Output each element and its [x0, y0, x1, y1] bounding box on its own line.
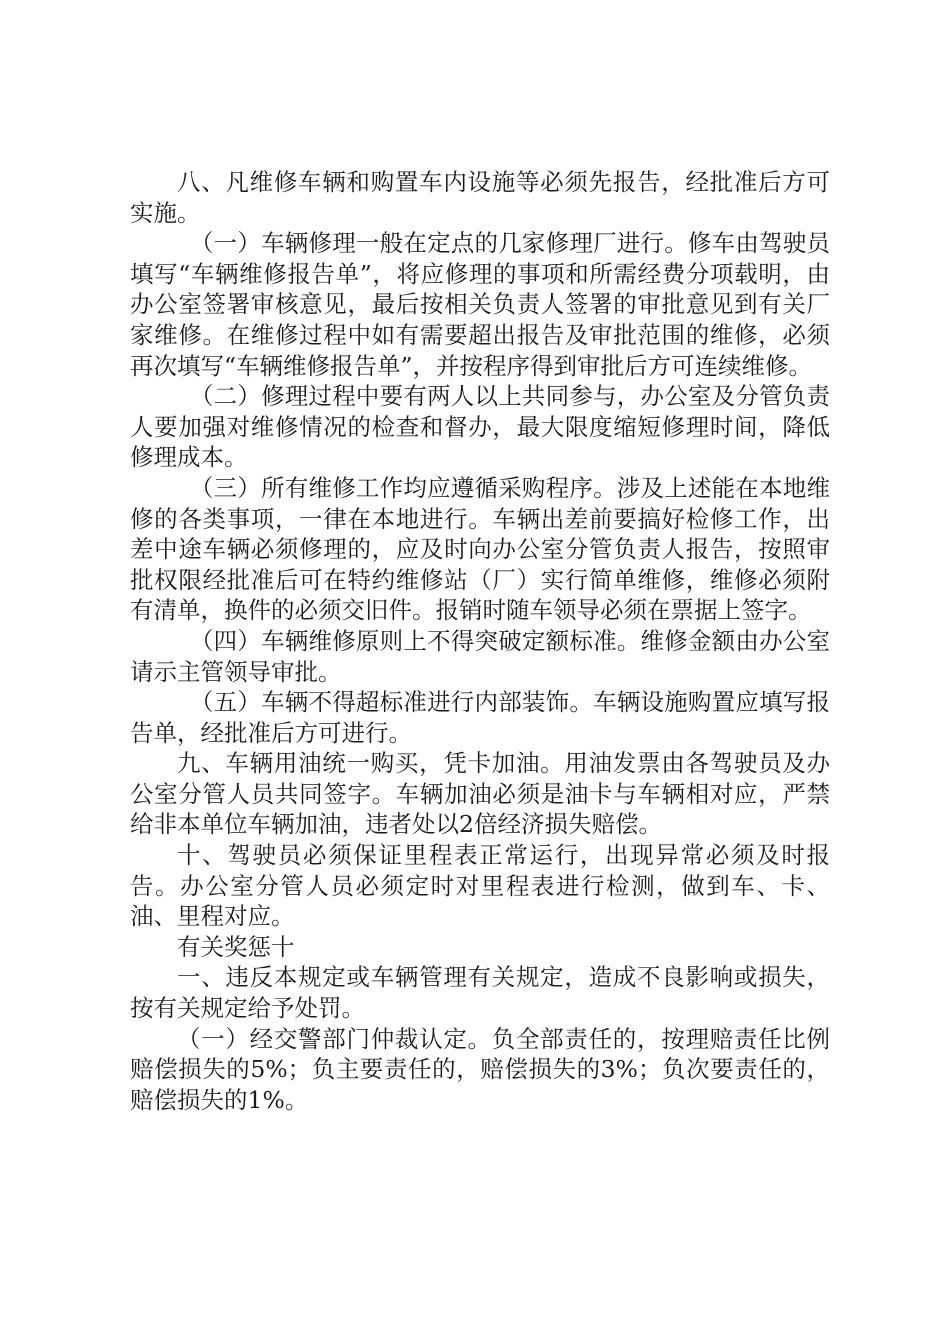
paragraph-9: 九、车辆用油统一购买，凭卡加油。用油发票由各驾驶员及办公室分管人员共同签字。车辆加油必须是油卡与车辆相对应，严禁给非本单位车辆加油，违者处以2倍经济损失赔偿。 [130, 749, 830, 839]
paragraph-8: 八、凡维修车辆和购置车内设施等必须先报告，经批准后方可实施。 [130, 168, 830, 227]
paragraph-10: 十、驾驶员必须保证里程表正常运行，出现异常必须及时报告。办公室分管人员必须定时对里程表进行检测，做到车、卡、油、里程对应。 [130, 841, 830, 931]
paragraph-penalty-1: 一、违反本规定或车辆管理有关规定，造成不良影响或损失，按有关规定给予处罚。 [130, 963, 830, 1023]
section-heading-rewards: 有关奖惩十 [177, 932, 295, 961]
paragraph-8-2: （二）修理过程中要有两人以上共同参与，办公室及分管负责人要加强对维修情况的检查和督办，最大限度缩短修理时间，降低修理成本。 [130, 382, 830, 472]
document-body [130, 167, 830, 1115]
paragraph-8-5: （五）车辆不得超标准进行内部装饰。车辆设施购置应填写报告单，经批准后方可进行。 [130, 688, 830, 747]
paragraph-8-3: （三）所有维修工作均应遵循采购程序。涉及上述能在本地维修的各类事项，一律在本地进行。车辆出差前要搞好检修工作，出差中途车辆必须修理的，应及时向办公室分管负责人报告，按照审批权限经批准后可在特约维修站（厂）实行简单维修，维修必须附有清单，换件的必须交旧件。报销时随车领导必须在票据上签字。 [130, 473, 830, 625]
paragraph-8-1: （一）车辆修理一般在定点的几家修理厂进行。修车由驾驶员填写“车辆维修报告单”，将应修理的事项和所需经费分项载明，由办公室签署审核意见，最后按相关负责人签署的审批意见到有关厂家维修。在维修过程中如有需要超出报告及审批范围的维修，必须再次填写“车辆维修报告单”，并按程序得到审批后方可连续维修。 [130, 229, 830, 380]
paragraph-8-4: （四）车辆维修原则上不得突破定额标准。维修金额由办公室请示主管领导审批。 [130, 626, 830, 686]
paragraph-penalty-1-1: （一）经交警部门仲裁认定。负全部责任的，按理赔责任比例赔偿损失的5%；负主要责任的，赔偿损失的3%；负次要责任的，赔偿损失的1%。 [130, 1024, 830, 1114]
